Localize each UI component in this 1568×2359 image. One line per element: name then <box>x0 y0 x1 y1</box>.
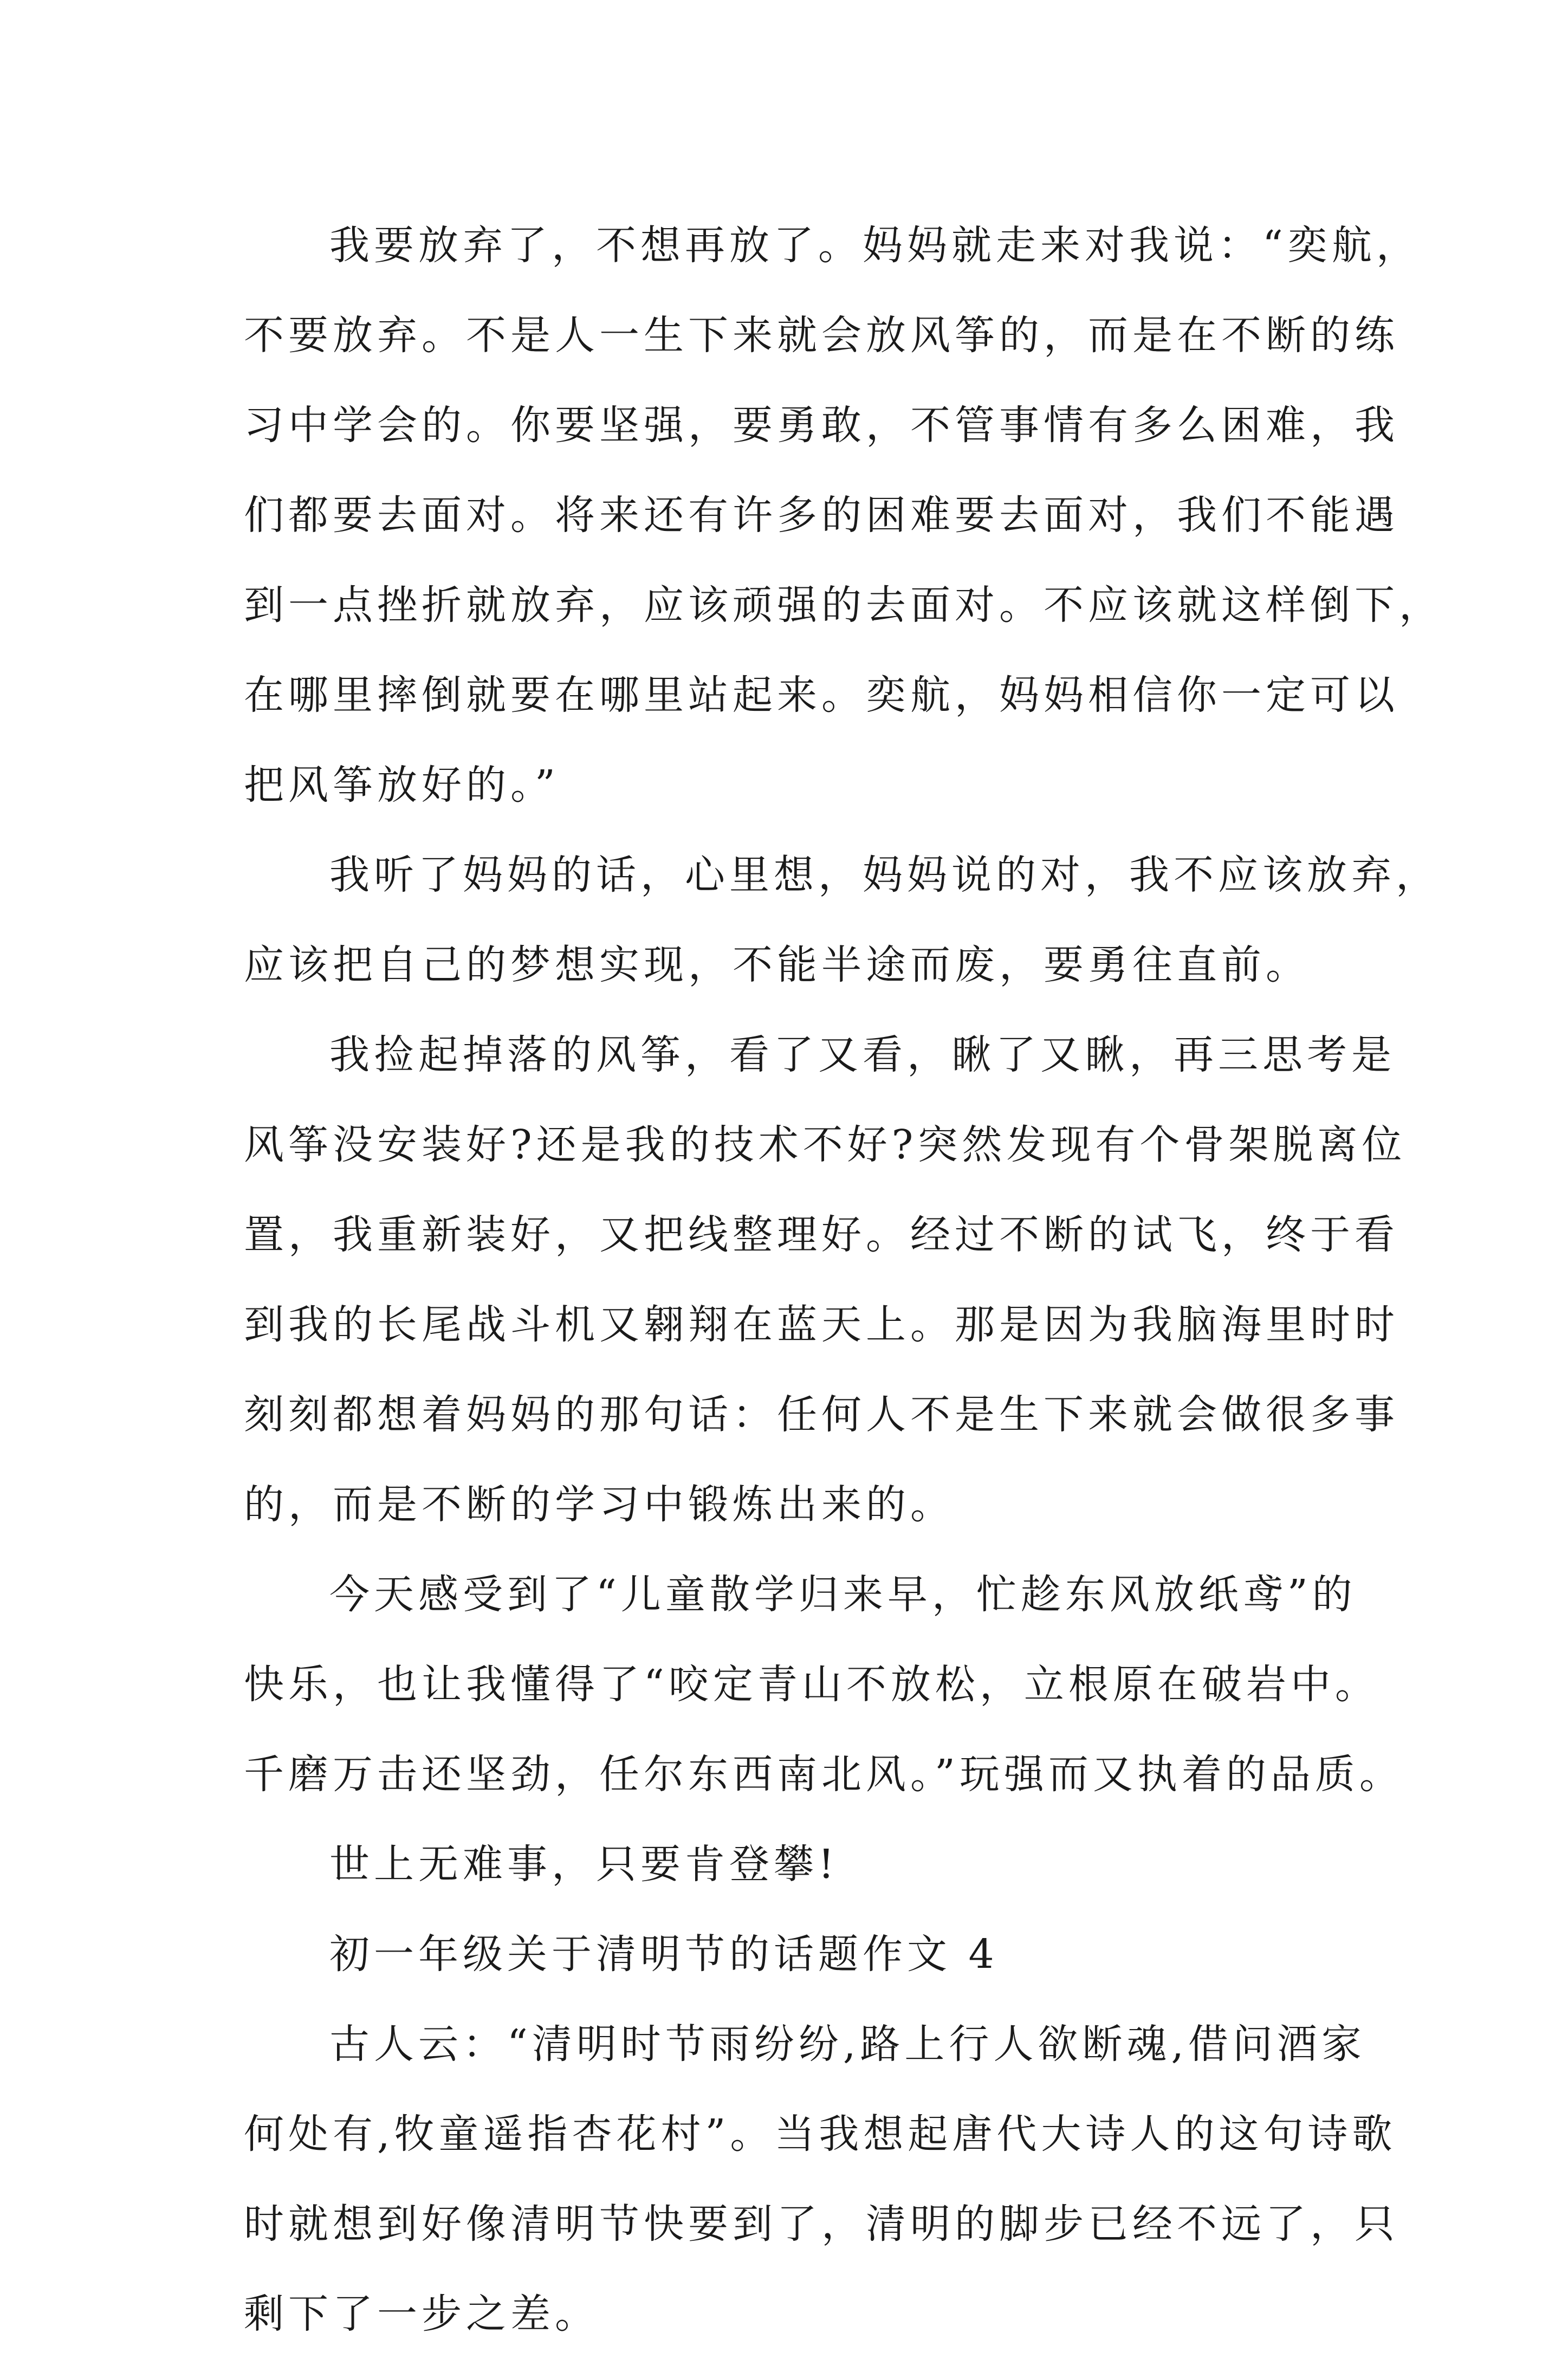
text-line: 古人云：“清明时节雨纷纷,路上行人欲断魂,借问酒家 <box>329 2021 1366 2068</box>
text-line: 我捡起掉落的风筝，看了又看，瞅了又瞅，再三思考是 <box>329 1032 1396 1078</box>
text-line: 刻刻都想着妈妈的那句话：任何人不是生下来就会做很多事 <box>244 1391 1399 1438</box>
essay-body <box>244 200 1443 2359</box>
text-line: 置，我重新装好，又把线整理好。经过不断的试飞，终于看 <box>244 1211 1399 1258</box>
text-line: 快乐，也让我懂得了“咬定青山不放松，立根原在破岩中。 <box>244 1661 1379 1708</box>
text-line: 我听了妈妈的话，心里想，妈妈说的对，我不应该放弃， <box>329 852 1440 898</box>
text-line: 千磨万击还坚劲，任尔东西南北风。”玩强而又执着的品质。 <box>244 1751 1404 1798</box>
text-line: 世上无难事，只要肯登攀! <box>329 1841 839 1888</box>
text-line: 应该把自己的梦想实现，不能半途而废，要勇往直前。 <box>244 942 1310 988</box>
text-line: 今天感受到了“儿童散学归来早，忙趁东风放纸鸢”的 <box>329 1571 1357 1618</box>
text-line: 们都要去面对。将来还有许多的困难要去面对，我们不能遇 <box>244 492 1399 539</box>
text-line: 何处有,牧童遥指杏花村”。当我想起唐代大诗人的这句诗歌 <box>244 2111 1397 2157</box>
section-heading: 初一年级关于清明节的话题作文 4 <box>329 1931 999 1978</box>
text-line: 时就想到好像清明节快要到了，清明的脚步已经不远了，只 <box>244 2201 1399 2247</box>
text-line: 习中学会的。你要坚强，要勇敢，不管事情有多么困难，我 <box>244 402 1399 449</box>
text-line: 到我的长尾战斗机又翱翔在蓝天上。那是因为我脑海里时时 <box>244 1301 1399 1348</box>
text-line: 我要放弃了，不想再放了。妈妈就走来对我说：“奕航， <box>329 222 1421 269</box>
text-line: 剩下了一步之差。 <box>244 2291 599 2337</box>
text-line: 不要放弃。不是人一生下来就会放风筝的，而是在不断的练 <box>244 312 1399 359</box>
text-line: 到一点挫折就放弃，应该顽强的去面对。不应该就这样倒下， <box>244 582 1443 628</box>
text-line: 风筝没安装好?还是我的技术不好?突然发现有个骨架脱离位 <box>244 1122 1407 1168</box>
text-line: 在哪里摔倒就要在哪里站起来。奕航，妈妈相信你一定可以 <box>244 672 1399 718</box>
text-line: 把风筝放好的。” <box>244 762 560 808</box>
text-line: 的，而是不断的学习中锻炼出来的。 <box>244 1481 955 1528</box>
